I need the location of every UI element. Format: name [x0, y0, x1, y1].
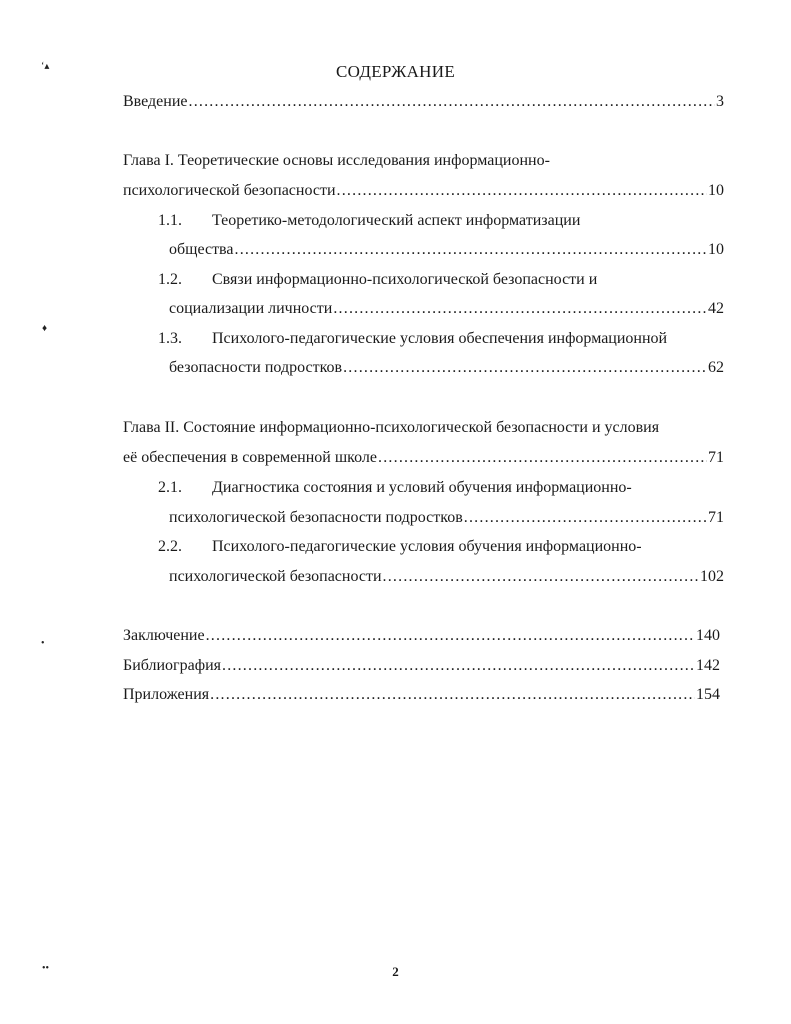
toc-entry-page: 71 [708, 449, 724, 466]
toc-leader-dots [464, 508, 707, 528]
toc-section-1-1 [169, 240, 724, 260]
toc-entry-text: Введение [123, 93, 188, 110]
toc-section-1-1-heading [158, 211, 580, 231]
scan-speck-mark: ♦ [42, 323, 48, 334]
toc-entry-page: 42 [708, 300, 724, 317]
toc-section-1-3 [169, 358, 724, 378]
toc-entry-text: психологической безопасности подростков [169, 509, 463, 526]
toc-entry-page: 154 [696, 686, 720, 703]
toc-chapter-1-heading: Глава I. Теоретические основы исследования информационно- [123, 152, 550, 169]
toc-leader-dots [337, 181, 707, 201]
toc-section-1-3-heading [158, 329, 667, 349]
toc-leader-dots [383, 567, 699, 587]
toc-entry-bibliography [123, 656, 720, 676]
toc-entry-text: общества [169, 241, 234, 258]
toc-section-title: Психолого-педагогические условия обучения информационно- [212, 538, 642, 555]
toc-leader-dots [333, 299, 707, 319]
toc-section-title: Диагностика состояния и условий обучения информационно- [212, 479, 632, 496]
toc-entry-page: 10 [708, 241, 724, 258]
toc-entry-page: 62 [708, 359, 724, 376]
toc-chapter-2-heading: Глава II. Состояние информационно-психологической безопасности и условия [123, 419, 660, 436]
toc-entry-text: психологической безопасности [123, 182, 336, 199]
toc-leader-dots [206, 626, 695, 646]
toc-section-1-2-heading [158, 270, 597, 290]
toc-entry-text: безопасности подростков [169, 359, 343, 376]
toc-section-2-2 [169, 567, 724, 587]
toc-entry-appendices [123, 685, 720, 705]
toc-entry-text: психологической безопасности [169, 568, 382, 585]
toc-entry-page: 140 [696, 627, 720, 644]
toc-entry-text: социализации личности [169, 300, 333, 317]
toc-section-number: 1.2. [158, 271, 182, 288]
toc-entry-conclusion [123, 626, 720, 646]
toc-section-number: 2.1. [158, 479, 182, 496]
toc-entry-text: её обеспечения в современной школе [123, 449, 378, 466]
toc-entry-page: 3 [716, 93, 724, 110]
toc-entry-page: 102 [700, 568, 724, 585]
toc-section-2-2-heading [158, 537, 642, 557]
toc-leader-dots [343, 358, 707, 378]
toc-section-number: 2.2. [158, 538, 182, 555]
toc-section-title: Теоретико-методологический аспект информатизации [212, 212, 581, 229]
toc-section-2-1-heading [158, 478, 632, 498]
toc-chapter-2 [123, 448, 724, 468]
toc-leader-dots [235, 240, 708, 260]
toc-chapter-1 [123, 181, 724, 201]
toc-section-number: 1.1. [158, 212, 182, 229]
toc-section-number: 1.3. [158, 330, 182, 347]
toc-entry-text: Заключение [123, 627, 205, 644]
toc-leader-dots [210, 685, 695, 705]
toc-entry-intro [123, 92, 724, 112]
toc-leader-dots [378, 448, 707, 468]
toc-section-1-2 [169, 299, 724, 319]
scan-speck-mark: •• [42, 963, 50, 974]
toc-entry-text: Библиография [123, 657, 221, 674]
toc-leader-dots [189, 92, 716, 112]
scan-speck-mark: ‘▴ [41, 61, 50, 72]
toc-leader-dots [222, 656, 695, 676]
page-number: 2 [392, 964, 399, 979]
toc-section-2-1 [169, 508, 724, 528]
toc-entry-text: Приложения [123, 686, 210, 703]
page-title: СОДЕРЖАНИЕ [335, 62, 456, 81]
toc-section-title: Психолого-педагогические условия обеспечения информационной [212, 330, 668, 347]
toc-entry-page: 142 [696, 657, 720, 674]
scan-speck-mark: • [41, 638, 45, 649]
toc-entry-page: 10 [708, 182, 724, 199]
toc-entry-page: 71 [708, 509, 724, 526]
toc-section-title: Связи информационно-психологической безопасности и [212, 271, 598, 288]
